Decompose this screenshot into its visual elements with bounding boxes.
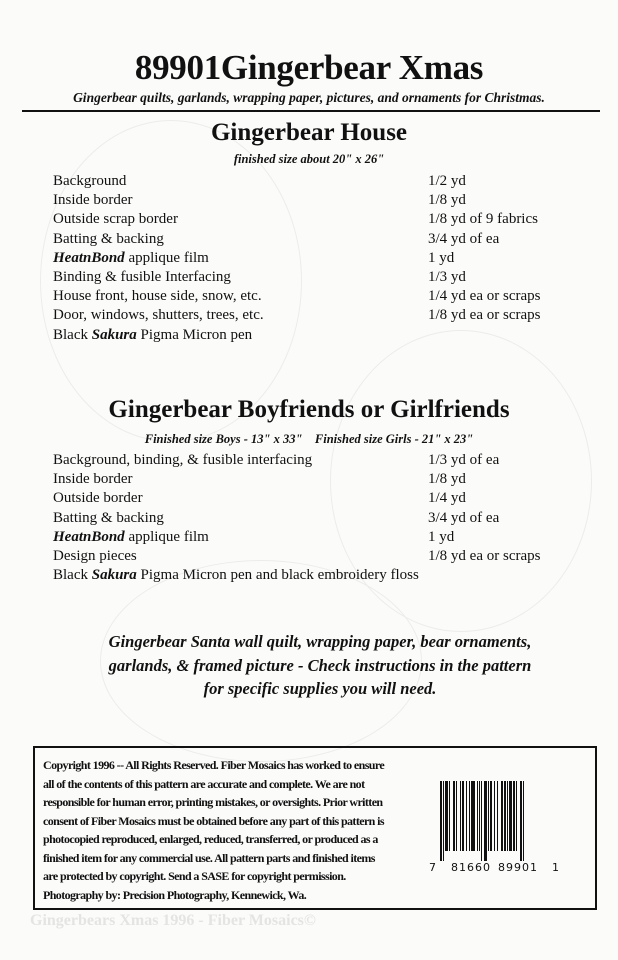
section-title-friends: Gingerbear Boyfriends or Girlfriends [108, 396, 510, 423]
supply-row [53, 249, 613, 268]
supply-name [53, 528, 428, 547]
supply-name-text: Inside border [53, 471, 133, 488]
supply-name-text: Background [53, 173, 127, 189]
supply-name [53, 191, 428, 210]
supply-name [53, 470, 428, 489]
supply-row [53, 547, 613, 566]
closing-line: garlands, & framed picture - Check instructions in the pattern [108, 655, 532, 675]
section-title-house: Gingerbear House [210, 119, 408, 146]
supply-list-friends [53, 451, 613, 585]
supply-name [53, 230, 428, 249]
supply-quantity: 1/4 yd [428, 490, 466, 507]
supply-row [53, 528, 613, 547]
supply-quantity: 3/4 yd of ea [428, 230, 500, 247]
pattern-title: 89901Gingerbear Xmas [134, 48, 484, 87]
supply-row [53, 451, 613, 470]
supply-row [53, 172, 613, 191]
supply-row [53, 509, 613, 528]
barcode-bars [440, 781, 545, 862]
section-subtitle-friends: Finished size Boys - 13" x 33" Finished size Girls - 21" x 23" [144, 432, 474, 446]
supply-name [53, 249, 428, 268]
supply-row [53, 230, 613, 249]
brand-name: HeatnBond [53, 528, 125, 545]
supply-quantity [428, 326, 613, 345]
supply-name-text: Batting & backing [53, 509, 164, 526]
supply-row [53, 306, 613, 325]
supply-row [53, 191, 613, 210]
supply-name-prefix: Black [53, 326, 92, 343]
closing-line: Gingerbear Santa wall quilt, wrapping paper, bear ornaments, [108, 632, 532, 651]
supply-row [53, 326, 613, 345]
supply-name [53, 172, 428, 191]
supply-name [53, 210, 428, 229]
supply-name-text: Pigma Micron pen [136, 326, 253, 343]
supply-row [53, 210, 613, 229]
barcode [407, 781, 557, 876]
supply-quantity [428, 566, 613, 585]
supply-quantity: 1/8 yd [428, 471, 466, 488]
supply-name-text: Outside border [53, 490, 143, 507]
supply-name-text: Design pieces [53, 547, 137, 564]
brand-name: HeatnBond [53, 249, 125, 266]
supply-name [53, 268, 428, 287]
supply-row [53, 566, 613, 585]
supply-row [53, 268, 613, 287]
copyright-text: Copyright 1996 -- All Rights Reserved. Fiber Mosaics has worked to ensure all of the contents of this pattern are accurate and complete. We are not responsible for human error, printing mistakes, or oversights. Prior written consent of Fiber Mosaics must be obtained before any part of this pattern is photocopied reproduced, enlarged, reduced, transferred, or produced as a finished item for any commercial use. All pattern parts and finished items are protected by copyright. Send a SASE for copyright permission. Photography by: Precision Photography, Kennewick, Wa. [43, 758, 385, 902]
barcode-left-digits: 81660 [451, 861, 491, 874]
supply-quantity: 1/2 yd [428, 173, 466, 189]
supply-row [53, 489, 613, 508]
brand-name: Sakura [91, 567, 137, 584]
supply-name-prefix: Black [53, 567, 92, 584]
supply-quantity: 1/3 yd [428, 268, 466, 285]
supply-name-text: Batting & backing [53, 230, 164, 247]
supply-name [53, 489, 428, 508]
barcode-right-digits: 89901 [498, 861, 538, 874]
supply-row [53, 287, 613, 306]
supply-quantity: 1 yd [428, 249, 455, 266]
supply-name-text: Door, windows, shutters, trees, etc. [53, 307, 264, 324]
watermark: Gingerbears Xmas 1996 - Fiber Mosaics© [30, 912, 316, 929]
supply-quantity: 1/3 yd of ea [428, 452, 500, 468]
pattern-tagline: Gingerbear quilts, garlands, wrapping paper, pictures, and ornaments for Christmas. [73, 90, 545, 105]
supply-name [53, 287, 428, 306]
supply-quantity: 1 yd [428, 528, 455, 545]
supply-quantity: 1/8 yd ea or scraps [428, 307, 541, 324]
closing-line: for specific supplies you will need. [203, 679, 437, 698]
supply-name-text: Inside border [53, 192, 133, 209]
divider [22, 110, 600, 112]
supply-name [53, 547, 428, 566]
copyright-box [33, 746, 597, 910]
supply-name [53, 306, 428, 325]
supply-name [53, 326, 428, 345]
supply-list-house [53, 172, 613, 345]
supply-name [53, 509, 428, 528]
supply-name-text: Pigma Micron pen and black embroidery floss [136, 567, 419, 584]
closing-note [0, 630, 618, 701]
supply-name [53, 451, 428, 470]
supply-name-text: applique film [124, 528, 209, 545]
supply-name-text: applique film [124, 249, 209, 266]
barcode-bar [524, 781, 525, 851]
brand-name: Sakura [91, 326, 137, 343]
supply-quantity: 3/4 yd of ea [428, 509, 500, 526]
supply-name-text: Outside scrap border [53, 211, 178, 228]
supply-quantity: 1/8 yd ea or scraps [428, 547, 541, 564]
barcode-lead-digit: 7 [429, 861, 436, 874]
supply-quantity: 1/8 yd of 9 fabrics [428, 211, 538, 228]
supply-name-text: Binding & fusible Interfacing [53, 268, 231, 285]
supply-name [53, 566, 428, 585]
supply-quantity: 1/8 yd [428, 192, 466, 209]
supply-quantity: 1/4 yd ea or scraps [428, 288, 541, 305]
supply-name-text: House front, house side, snow, etc. [53, 288, 262, 305]
supply-row [53, 470, 613, 489]
section-subtitle-house: finished size about 20" x 26" [233, 152, 385, 166]
barcode-check-digit: 1 [552, 861, 559, 874]
supply-name-text: Background, binding, & fusible interfacing [53, 452, 313, 468]
